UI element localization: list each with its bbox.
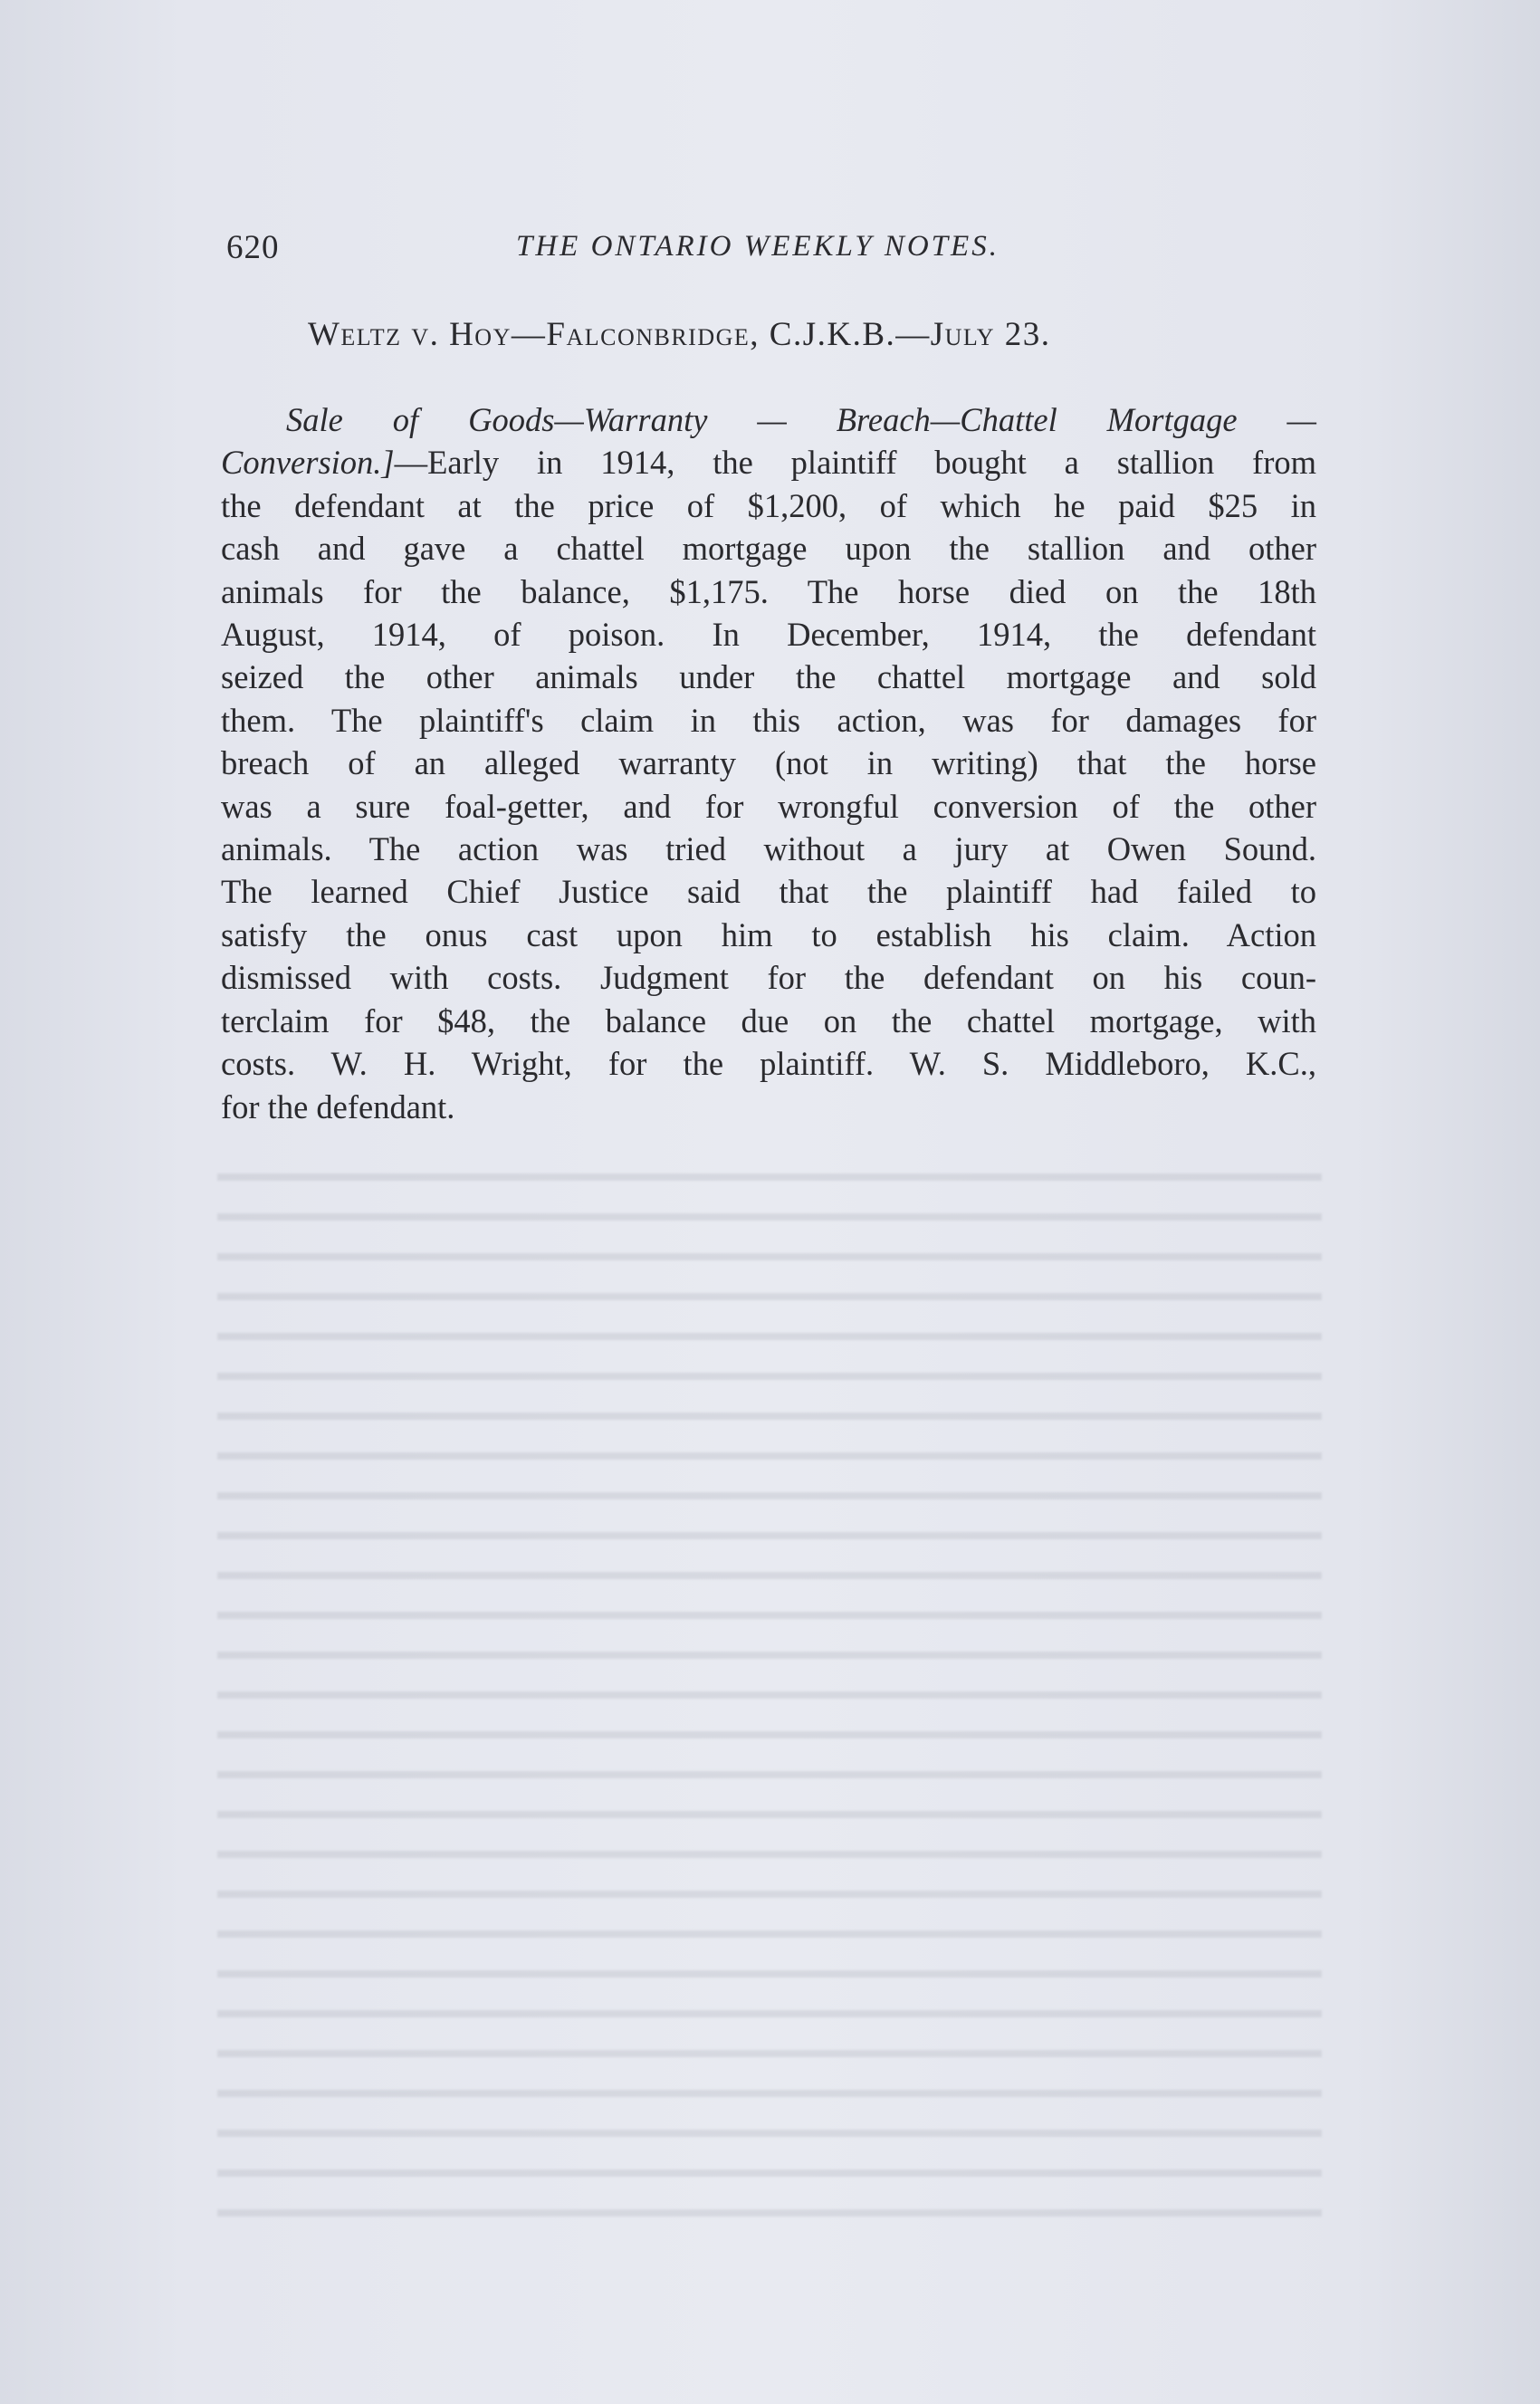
body-line: was a sure foal-getter, and for wrongful conversion of the other xyxy=(221,787,1316,825)
page-number: 620 xyxy=(226,229,280,266)
body-line: them. The plaintiff's claim in this action, was for damages for xyxy=(221,701,1316,739)
body-line: costs. W. H. Wright, for the plaintiff. W. S. Middleboro, K.C., xyxy=(221,1045,1316,1083)
body-line: cash and gave a chattel mortgage upon the stallion and other xyxy=(221,530,1316,568)
text-line xyxy=(221,441,1316,484)
body-line: August, 1914, of poison. In December, 1914, the defendant xyxy=(221,616,1316,654)
body-line: the defendant at the price of $1,200, of which he paid $25 in xyxy=(221,486,1316,524)
headnote-line: Sale of Goods—Warranty — Breach—Chattel Mortgage — xyxy=(286,401,1316,438)
body-line: seized the other animals under the chattel mortgage and sold xyxy=(221,658,1316,696)
body-line: satisfy the onus cast upon him to establish his claim. Action xyxy=(221,915,1316,953)
body-line: dismissed with costs. Judgment for the defendant on his coun- xyxy=(221,959,1316,997)
body-line: terclaim for $48, the balance due on the chattel mortgage, with xyxy=(221,1001,1316,1039)
headnote-line: Conversion.] xyxy=(221,444,395,482)
case-report xyxy=(221,398,1316,1128)
journal-title: THE ONTARIO WEEKLY NOTES. xyxy=(516,230,1000,263)
running-head xyxy=(226,228,1322,273)
body-line: for the defendant. xyxy=(221,1087,455,1125)
body-line: breach of an alleged warranty (not in writing) that the horse xyxy=(221,744,1316,782)
body-line: animals. The action was tried without a jury at Owen Sound. xyxy=(221,830,1316,868)
body-line: animals for the balance, $1,175. The horse died on the 18th xyxy=(221,572,1316,610)
body-line: —Early in 1914, the plaintiff bought a stallion from xyxy=(394,444,1316,482)
body-line: The learned Chief Justice said that the plaintiff had failed to xyxy=(221,873,1316,911)
case-heading: Weltz v. Hoy—Falconbridge, C.J.K.B.—July 23. xyxy=(308,316,1051,353)
show-through-text xyxy=(217,1150,1322,2218)
